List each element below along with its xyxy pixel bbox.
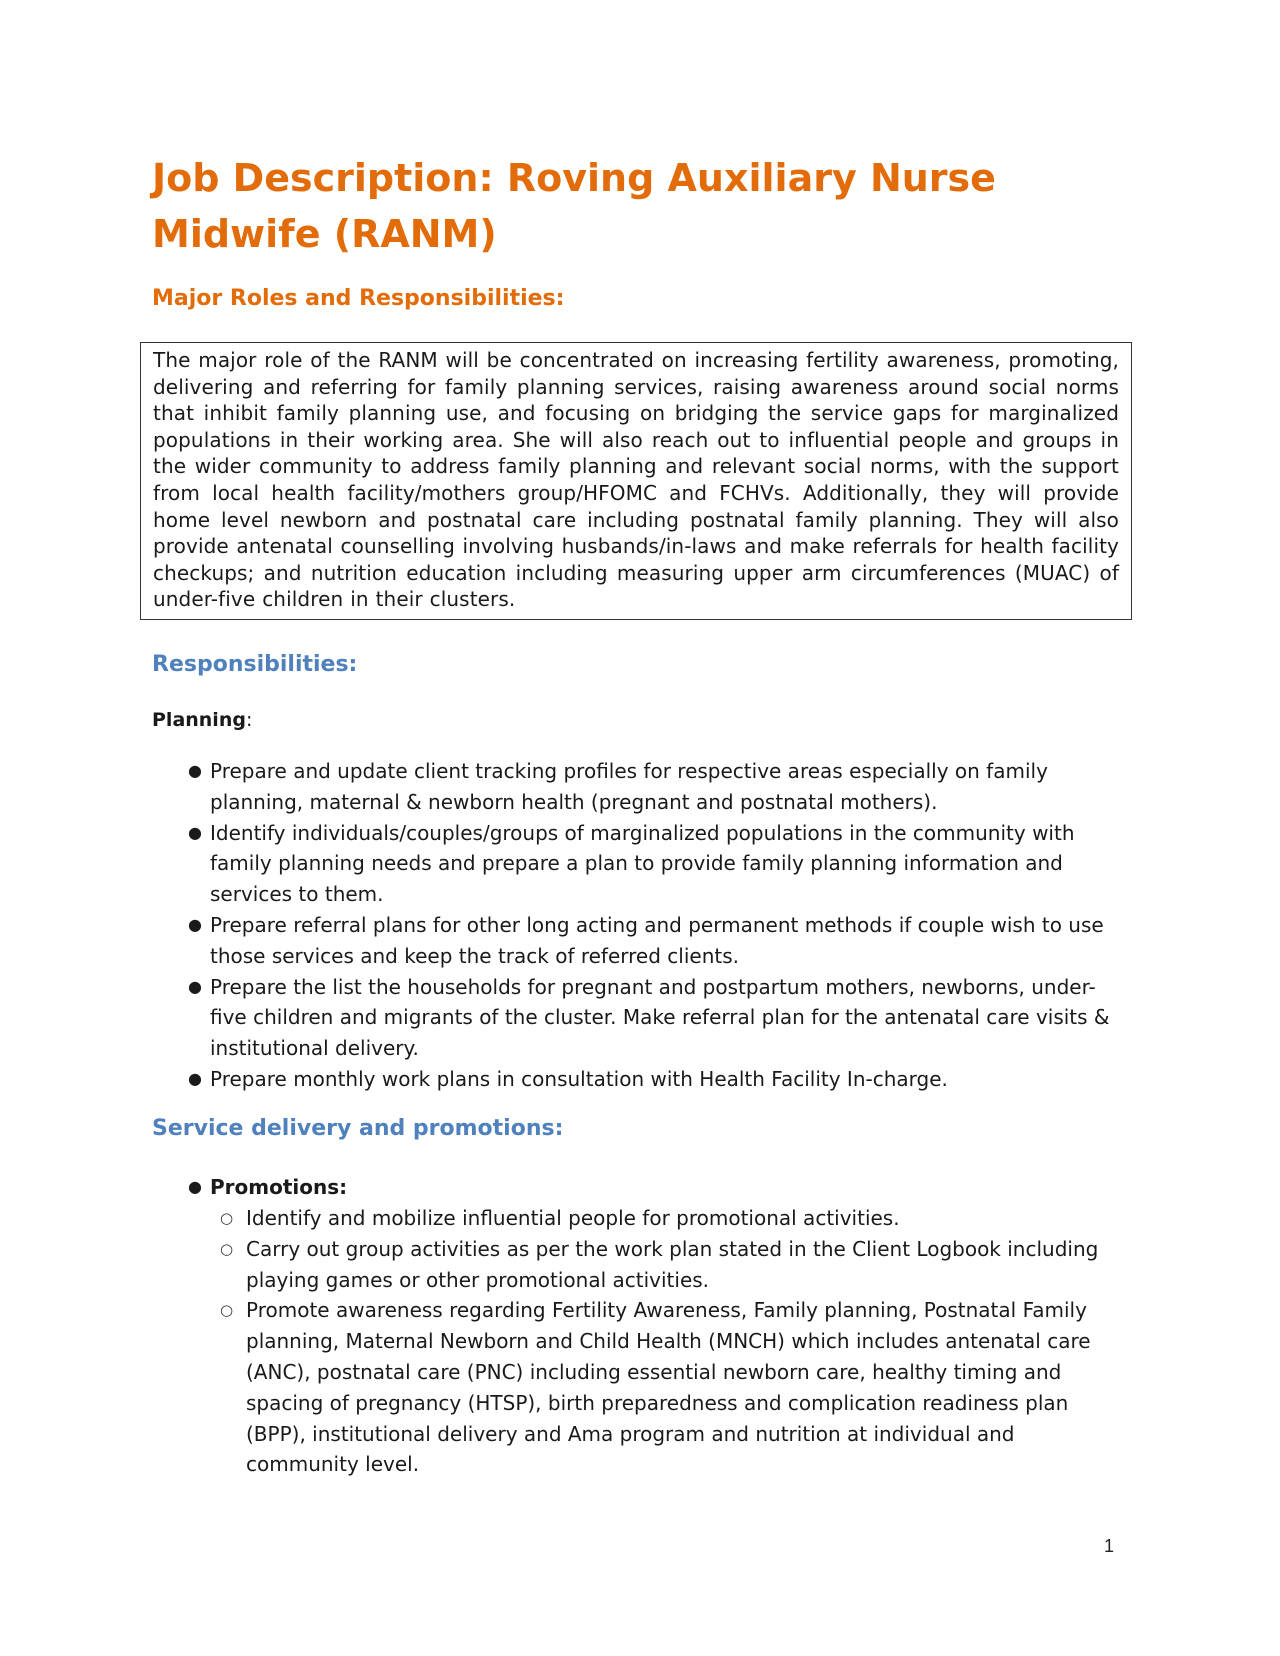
planning-colon: : bbox=[245, 709, 253, 731]
bullet-icon: ● bbox=[188, 761, 202, 780]
sublist-item-text: Carry out group activities as per the work plan stated in the Client Logbook including playing games or other promotional activities. bbox=[246, 1236, 1099, 1292]
sublist-item-text: Promote awareness regarding Fertility Awareness, Family planning, Postnatal Family planning, Maternal Newborn and Child Health (MNCH) which includes antenatal care (ANC), postnatal care (PNC) including essential newborn care, healthy timing and spacing of pregnancy (HTSP), birth preparedness and complication readiness plan (BPP), institutional delivery and Ama program and nutrition at individual and community level. bbox=[246, 1298, 1091, 1477]
list-item bbox=[184, 1172, 1124, 1203]
page-number: 1 bbox=[1104, 1536, 1115, 1556]
responsibilities-heading: Responsibilities: bbox=[152, 652, 358, 677]
list-item bbox=[184, 756, 1124, 818]
list-item-text: Prepare referral plans for other long acting and permanent methods if couple wish to use those services and keep the track of referred clients. bbox=[210, 912, 1104, 968]
bullet-icon: ● bbox=[188, 1177, 202, 1196]
list-item bbox=[184, 972, 1124, 1064]
planning-list bbox=[184, 756, 1124, 1095]
bullet-icon: ● bbox=[188, 914, 202, 934]
sublist-item bbox=[220, 1203, 1124, 1234]
promotions-label: Promotions: bbox=[210, 1175, 348, 1199]
list-item bbox=[184, 1064, 1124, 1095]
hollow-circle-icon: ○ bbox=[220, 1301, 234, 1320]
summary-box bbox=[140, 342, 1132, 620]
summary-paragraph: The major role of the RANM will be concentrated on increasing fertility awareness, promoting, delivering and referring for family planning services, raising awareness around social norms that inhibit family planning use, and focusing on bridging the service gaps for marginalized populations in their working area. She will also reach out to influential people and groups in the wider community to address family planning and relevant social norms, with the support from local health facility/mothers group/HFOMC and FCHVs. Additionally, they will provide home level newborn and postnatal care including postnatal family planning. They will also provide antenatal counselling involving husbands/in-laws and make referrals for health facility checkups; and nutrition education including measuring upper arm circumferences (MUAC) of under-five children in their clusters. bbox=[153, 348, 1119, 612]
promotions-sublist bbox=[220, 1203, 1124, 1480]
list-item-text: Prepare the list the households for pregnant and postpartum mothers, newborns, under-five children and migrants of the cluster. Make referral plan for the antenatal care visits & institutional delivery. bbox=[210, 974, 1110, 1061]
sublist-item-text: Identify and mobilize influential people for promotional activities. bbox=[246, 1206, 900, 1230]
list-item bbox=[184, 910, 1124, 972]
sublist-item bbox=[220, 1295, 1124, 1480]
bullet-icon: ● bbox=[188, 976, 202, 996]
sublist-item bbox=[220, 1234, 1124, 1296]
list-item-text: Prepare and update client tracking profiles for respective areas especially on family planning, maternal & newborn health (pregnant and postnatal mothers). bbox=[210, 759, 1048, 814]
service-delivery-heading: Service delivery and promotions: bbox=[152, 1116, 564, 1141]
planning-label: Planning bbox=[152, 709, 246, 731]
promotions-list bbox=[184, 1172, 1124, 1203]
list-item-text: Prepare monthly work plans in consultation with Health Facility In-charge. bbox=[210, 1066, 948, 1091]
hollow-circle-icon: ○ bbox=[220, 1209, 234, 1227]
list-item bbox=[184, 818, 1124, 910]
document-title: Job Description: Roving Auxiliary Nurse Midwife (RANM) bbox=[152, 156, 996, 256]
bullet-icon: ● bbox=[188, 822, 202, 842]
planning-subheading bbox=[152, 706, 252, 734]
major-roles-heading: Major Roles and Responsibilities: bbox=[152, 286, 565, 311]
hollow-circle-icon: ○ bbox=[220, 1239, 234, 1258]
list-item-text: Identify individuals/couples/groups of marginalized populations in the community with family planning needs and prepare a plan to provide family planning information and services to them. bbox=[210, 820, 1075, 907]
bullet-icon: ● bbox=[188, 1068, 202, 1088]
